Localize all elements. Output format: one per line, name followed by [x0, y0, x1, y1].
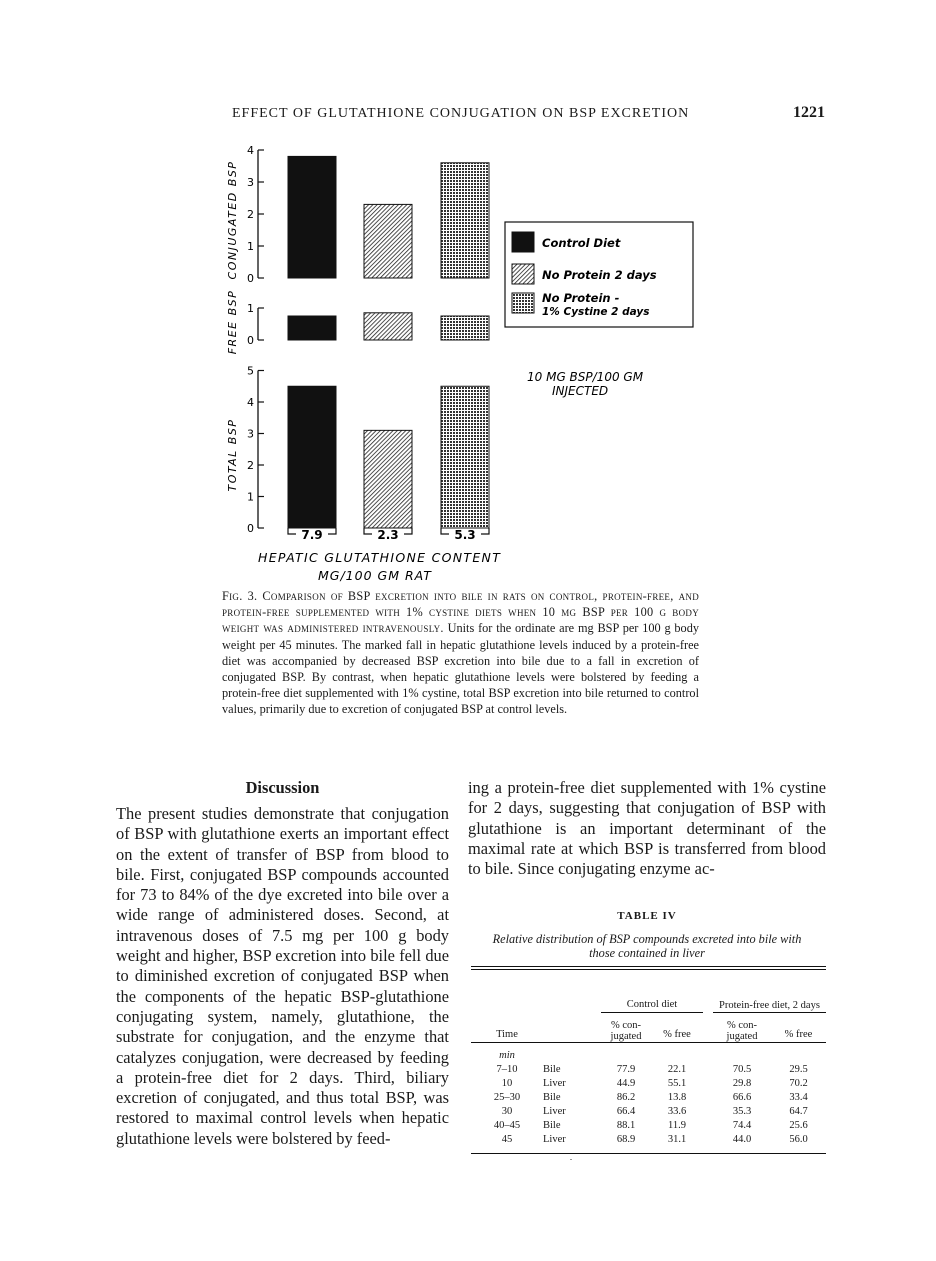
col-c-conj: % con- jugated [610, 1019, 642, 1042]
caption-lead: Fig. 3. Comparison of BSP excretion into bile in rats on control, protein-free, and protein-free supplemented with 1% cystine diets when 10 mg BSP per 100 g body weight was administered intravenously. [222, 589, 699, 636]
bar [441, 316, 489, 340]
y-axis-label: CONJUGATED BSP [226, 160, 239, 280]
y-tick-label: 5 [247, 364, 254, 378]
cell-time: 10 [501, 1077, 513, 1089]
cell-p-conj: 44.0 [732, 1133, 752, 1145]
cell-c-conj: 66.4 [616, 1105, 636, 1117]
legend-swatch [512, 264, 534, 284]
cell-spacer [703, 1077, 713, 1091]
group-header-control: Control diet [601, 970, 703, 1012]
cell-p-conj: 29.8 [732, 1077, 752, 1089]
bar [288, 316, 336, 340]
legend-label: 1% Cystine 2 days [542, 306, 650, 318]
figure-3-chart [0, 0, 936, 600]
cell-c-free: 22.1 [667, 1063, 687, 1075]
annotation-injected: INJECTED [552, 384, 609, 398]
cell-source: Bile [543, 1063, 561, 1075]
y-tick-label: 3 [247, 427, 254, 441]
table-subtitle: Relative distribution of BSP compounds excreted into bile with those contained in liver [492, 932, 802, 960]
cell-time: 25–30 [493, 1091, 521, 1103]
cell-c-free: 11.9 [668, 1119, 686, 1131]
discussion-left-column [116, 778, 449, 1149]
y-tick-label: 4 [247, 144, 254, 157]
cell-spacer [703, 1091, 713, 1105]
cell-c-free: 13.8 [667, 1091, 687, 1103]
legend-label: No Protein - [542, 291, 620, 305]
cell-time: 45 [501, 1133, 513, 1145]
y-tick-label: 0 [247, 272, 254, 285]
category-label: 7.9 [301, 528, 323, 542]
y-tick-label: 3 [247, 176, 254, 189]
annotation-dose: 10 MG BSP/100 GM [527, 370, 644, 384]
bar [441, 163, 489, 278]
y-tick-label: 1 [247, 240, 254, 253]
cell-spacer [703, 1119, 713, 1133]
legend-label: No Protein 2 days [542, 268, 657, 282]
cell-source: Bile [543, 1119, 561, 1131]
legend-label: Control Diet [542, 236, 621, 250]
cell-p-conj: 35.3 [732, 1105, 752, 1117]
cell-c-free: 33.6 [667, 1105, 687, 1117]
y-tick-label: 2 [247, 459, 254, 472]
col-p-conj: % con- jugated [726, 1019, 758, 1042]
cell-p-conj: 66.6 [732, 1091, 752, 1103]
cell-spacer [703, 1133, 713, 1147]
discussion-right-column [468, 778, 826, 879]
y-tick-label: 1 [247, 490, 254, 504]
cell-time: 40–45 [493, 1119, 521, 1131]
group-header-protein-free: Protein-free diet, 2 days [713, 970, 826, 1012]
cell-p-free: 29.5 [789, 1063, 808, 1075]
table-iv [471, 966, 826, 1154]
y-tick-label: 4 [247, 396, 254, 409]
table-row [471, 1091, 826, 1105]
col-p-free: % free [784, 1028, 813, 1040]
bar [288, 156, 336, 278]
legend-swatch [512, 293, 534, 313]
category-label: 2.3 [377, 528, 399, 542]
cell-p-free: 64.7 [789, 1105, 808, 1117]
cell-p-free: 56.0 [789, 1133, 808, 1145]
table-row [471, 1063, 826, 1077]
table-row [471, 1133, 826, 1147]
x-axis-label: HEPATIC GLUTATHIONE CONTENT [258, 550, 502, 565]
cell-c-free: 31.1 [667, 1133, 687, 1145]
cell-c-conj: 88.1 [616, 1119, 636, 1131]
caption-body: Units for the ordinate are mg BSP per 100 g body weight per 45 minutes. The marked fall in hepatic glutathione levels induced by a protein-free diet was accompanied by decreased BSP excretion into bile due to a fall in excretion of conjugated BSP. By contrast, when hepatic glutathione levels were bolstered by feeding a protein-free diet supplemented with 1% cystine, total BSP excretion into bile returned to control values, primarily due to excretion of conjugated BSP at control levels. [222, 621, 699, 717]
cell-p-free: 70.2 [789, 1077, 808, 1089]
discussion-heading: Discussion [245, 778, 320, 797]
table-row [471, 1119, 826, 1133]
legend-swatch [512, 232, 534, 252]
cell-spacer [703, 1105, 713, 1119]
cell-c-conj: 44.9 [616, 1077, 636, 1089]
cell-c-free: 55.1 [667, 1077, 687, 1089]
bar [364, 430, 412, 528]
stray-mark [570, 1159, 572, 1160]
y-tick-label: 0 [247, 334, 254, 347]
unit-min: min [499, 1049, 515, 1061]
cell-source: Bile [543, 1091, 561, 1103]
running-header: EFFECT OF GLUTATHIONE CONJUGATION ON BSP EXCRETION [232, 106, 690, 121]
cell-c-conj: 86.2 [616, 1091, 636, 1103]
cell-time: 7–10 [496, 1063, 518, 1075]
cell-p-conj: 74.4 [732, 1119, 752, 1131]
cell-time: 30 [501, 1105, 513, 1117]
y-tick-label: 2 [247, 208, 254, 221]
bar [441, 386, 489, 528]
col-c-free: % free [663, 1028, 691, 1040]
bar [364, 204, 412, 278]
table-row [471, 1105, 826, 1119]
y-axis-label: TOTAL BSP [226, 418, 239, 492]
cell-p-conj: 70.5 [732, 1063, 752, 1075]
figure-caption [222, 588, 699, 718]
y-tick-label: 1 [247, 302, 254, 315]
cell-source: Liver [543, 1105, 566, 1117]
y-tick-label: 0 [247, 522, 254, 535]
category-label: 5.3 [454, 528, 476, 542]
table-row [471, 1077, 826, 1091]
x-axis-units: MG/100 GM RAT [318, 568, 432, 583]
discussion-paragraph-continued: ing a protein-free diet supplemented with 1% cystine for 2 days, suggesting that conjugation of BSP with glutathione is an important determinant of the maximal rate at which BSP is transferred from blood to bile. Since conjugating enzyme ac- [468, 778, 826, 879]
discussion-paragraph: The present studies demonstrate that conjugation of BSP with glutathione exerts an important effect on the extent of transfer of BSP from blood to bile. First, conjugated BSP compounds accounted for 73 to 84% of the dye excreted into bile over a wide range of administered doses. Second, at intravenous doses of 7.5 mg per 100 g body weight and higher, BSP excretion into bile fell due to diminished excretion of conjugated BSP when the components of the hepatic BSP-glutathione conjugating system, namely, glutathione, the substrate for conjugation, and the enzyme that catalyzes conjugation, were decreased by feeding a protein-free diet for 2 days. Third, biliary excretion of conjugated, and thus total BSP, was restored to maximal control levels when hepatic glutathione levels were bolstered by feed- [116, 804, 449, 1148]
cell-p-free: 25.6 [789, 1119, 808, 1131]
cell-p-free: 33.4 [789, 1091, 808, 1103]
bar [364, 313, 412, 340]
cell-source: Liver [543, 1133, 566, 1145]
page-number: 1221 [793, 104, 825, 121]
table-title: TABLE IV [617, 910, 677, 922]
col-time: Time [496, 1028, 518, 1040]
cell-c-conj: 68.9 [616, 1133, 636, 1145]
cell-spacer [703, 1063, 713, 1077]
cell-source: Liver [543, 1077, 566, 1089]
y-axis-label: FREE BSP [226, 289, 239, 355]
bar [288, 386, 336, 528]
cell-c-conj: 77.9 [616, 1063, 636, 1075]
